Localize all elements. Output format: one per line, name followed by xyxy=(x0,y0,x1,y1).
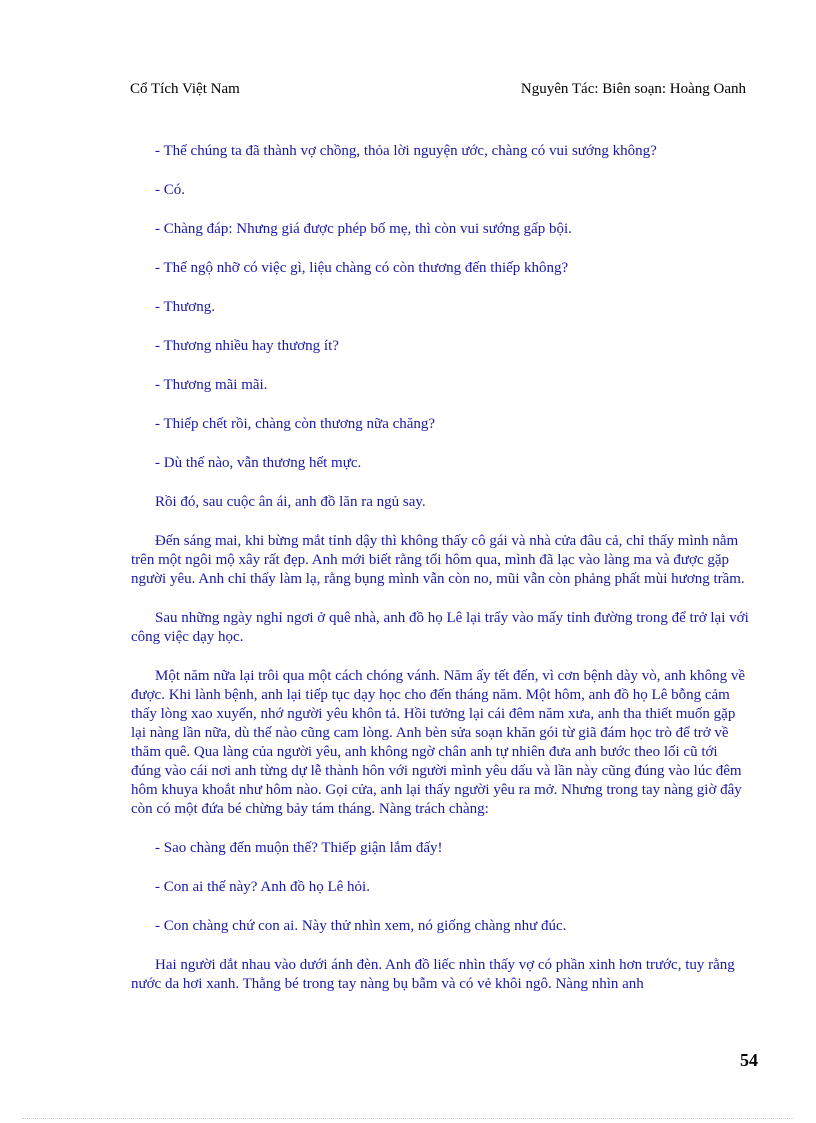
header-author: Nguyên Tác: Biên soạn: Hoàng Oanh xyxy=(520,81,746,97)
dialogue-line: - Dù thế nào, vẫn thương hết mực. xyxy=(155,455,362,471)
page-header xyxy=(130,81,746,103)
dialogue-line: - Con chàng chứ con ai. Này thử nhìn xem, nó giống chàng như đúc. xyxy=(155,918,567,934)
dialogue-line: - Có. xyxy=(155,182,185,198)
paragraph: Một năm nữa lại trôi qua một cách chóng vánh. Năm ấy tết đến, vì cơn bệnh dày vò, anh không về được. Khi lành bệnh, anh lại tiếp tục dạy học cho đến tháng năm. Một hôm, anh đồ họ Lê bỗng cảm thấy lòng xao xuyến, nhớ người yêu khôn tả. Hồi tưởng lại cái đêm năm xưa, anh tha thiết muốn gặp lại nàng lần nữa, dù thế nào cũng cam lòng. Anh bèn sửa soạn khăn gói từ giã đám học trò để trở về thăm quê. Qua làng của người yêu, anh không ngờ chân anh tự nhiên đưa anh bước theo lối cũ tới đúng vào cái nơi anh từng dự lễ thành hôn với người mình yêu dấu và lần này cũng đúng vào lúc đêm hôm khuya khoắt như hôm nào. Gọi cửa, anh lại thấy người yêu ra mở. Nhưng trong tay nàng giờ đây còn có một đứa bé chừng bảy tám tháng. Nàng trách chàng: xyxy=(131,668,746,817)
dialogue-line: - Con ai thế này? Anh đồ họ Lê hỏi. xyxy=(155,879,370,895)
paragraph: Đến sáng mai, khi bừng mắt tỉnh dậy thì không thấy cô gái và nhà cửa đâu cả, chỉ thấy mình nằm trên một ngôi mộ xây rất đẹp. Anh mới biết rằng tối hôm qua, mình đã lạc vào làng ma và được gặp người yêu. Anh chỉ thấy làm lạ, rằng bụng mình vẫn còn no, mũi vẫn còn phảng phất mùi hương trầm. xyxy=(131,533,745,587)
dialogue-line: - Chàng đáp: Nhưng giá được phép bố mẹ, thì còn vui sướng gấp bội. xyxy=(155,221,572,237)
header-book-title: Cổ Tích Việt Nam xyxy=(130,81,240,97)
dialogue-line: - Thế chúng ta đã thành vợ chồng, thỏa lời nguyện ước, chàng có vui sướng không? xyxy=(155,143,657,159)
page-body xyxy=(131,142,751,1014)
paragraph: Sau những ngày nghỉ ngơi ở quê nhà, anh đồ họ Lê lại trẩy vào mấy tỉnh đường trong để trở lại với công việc dạy học. xyxy=(131,610,749,645)
dialogue-line: - Thương nhiều hay thương ít? xyxy=(155,338,339,354)
footer-divider xyxy=(22,1118,794,1119)
dialogue-line: - Thương. xyxy=(155,299,215,315)
narration-line: Rồi đó, sau cuộc ân ái, anh đồ lăn ra ngủ say. xyxy=(155,494,426,510)
dialogue-line: - Thiếp chết rồi, chàng còn thương nữa chăng? xyxy=(155,416,436,432)
dialogue-line: - Thế ngộ nhỡ có việc gì, liệu chàng có còn thương đến thiếp không? xyxy=(155,260,569,276)
page-number: 54 xyxy=(740,1050,758,1070)
dialogue-line: - Sao chàng đến muộn thế? Thiếp giận lắm đấy! xyxy=(155,840,443,856)
paragraph-last: Hai người dắt nhau vào dưới ánh đèn. Anh đồ liếc nhìn thấy vợ có phần xinh hơn trước, tuy rằng nước da hơi xanh. Thằng bé trong tay nàng bụ bẫm và có vẻ khôi ngô. Nàng nhìn anh xyxy=(131,957,735,992)
dialogue-line: - Thương mãi mãi. xyxy=(155,377,268,393)
